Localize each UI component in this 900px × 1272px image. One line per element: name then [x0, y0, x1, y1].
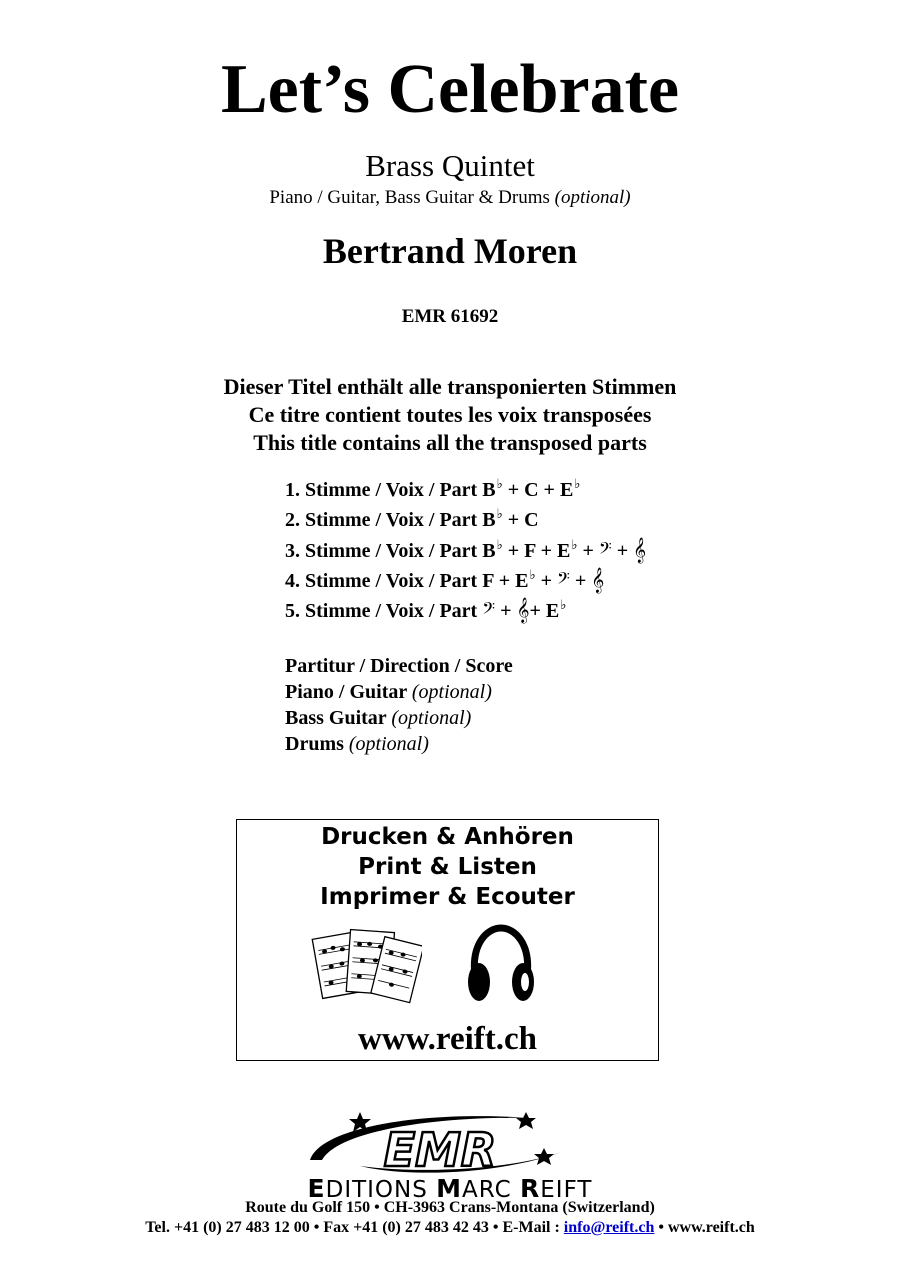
print-listen-box — [236, 819, 659, 1061]
document-title: Let’s Celebrate — [220, 51, 680, 128]
publisher-name: EDITIONS MARC REIFT — [307, 1174, 593, 1203]
bass-clef-icon: 𝄢 — [598, 538, 612, 562]
notice-line-de: Dieser Titel enthält alle transponierten Stimmen — [223, 374, 677, 399]
parts-list — [285, 476, 646, 626]
promo-line-de: Drucken & Anhören — [321, 824, 574, 850]
extra-piano-guitar: Piano / Guitar (optional) — [285, 681, 492, 703]
part-1: 1. Stimme / Voix / Part B♭ + C + E♭ — [285, 476, 581, 501]
promo-line-en: Print & Listen — [358, 854, 537, 880]
subtitle: Brass Quintet — [365, 148, 535, 183]
instrumentation-main: Piano / Guitar, Bass Guitar & Drums — [269, 187, 550, 208]
catalog-number: EMR 61692 — [401, 306, 499, 327]
emr-logo-text: EMR — [383, 1123, 497, 1177]
composer-name: Bertrand Moren — [322, 231, 578, 271]
transposed-notice — [0, 373, 900, 457]
publisher-address: Route du Golf 150 • CH-3963 Crans-Montana (Switzerland) — [245, 1199, 655, 1216]
bass-clef-icon: 𝄢 — [556, 568, 570, 592]
part-5: 5. Stimme / Voix / Part 𝄢 + 𝄞+ E♭ — [285, 597, 567, 623]
treble-clef-icon: 𝄞 — [591, 568, 605, 593]
instrumentation-note: (optional) — [554, 187, 631, 208]
promo-url-link[interactable]: www.reift.ch — [357, 1021, 538, 1057]
treble-clef-icon: 𝄞 — [516, 598, 530, 623]
part-2: 2. Stimme / Voix / Part B♭ + C — [285, 506, 539, 531]
extras-list — [285, 653, 513, 757]
headphones-icon — [465, 924, 537, 1008]
email-link[interactable]: info@reift.ch — [563, 1219, 655, 1236]
part-4: 4. Stimme / Voix / Part F + E♭ + 𝄢 + 𝄞 — [285, 567, 605, 593]
extra-score: Partitur / Direction / Score — [285, 655, 513, 677]
instrumentation — [0, 186, 900, 210]
notice-line-fr: Ce titre contient toutes les voix transposées — [248, 402, 652, 427]
publisher-contact: Tel. +41 (0) 27 483 12 00 • Fax +41 (0) 27 483 42 43 • E-Mail : info@reift.ch • www.reift.ch — [145, 1219, 755, 1236]
sheet-music-icon — [310, 925, 422, 1007]
extra-bass-guitar: Bass Guitar (optional) — [285, 707, 472, 729]
emr-logo — [300, 1108, 575, 1180]
promo-line-fr: Imprimer & Ecouter — [320, 884, 575, 910]
treble-clef-icon: 𝄞 — [633, 538, 647, 563]
notice-line-en: This title contains all the transposed parts — [253, 430, 647, 455]
part-3: 3. Stimme / Voix / Part B♭ + F + E♭ + 𝄢 + 𝄞 — [285, 537, 647, 563]
extra-drums: Drums (optional) — [285, 733, 429, 755]
bass-clef-icon: 𝄢 — [482, 598, 496, 622]
